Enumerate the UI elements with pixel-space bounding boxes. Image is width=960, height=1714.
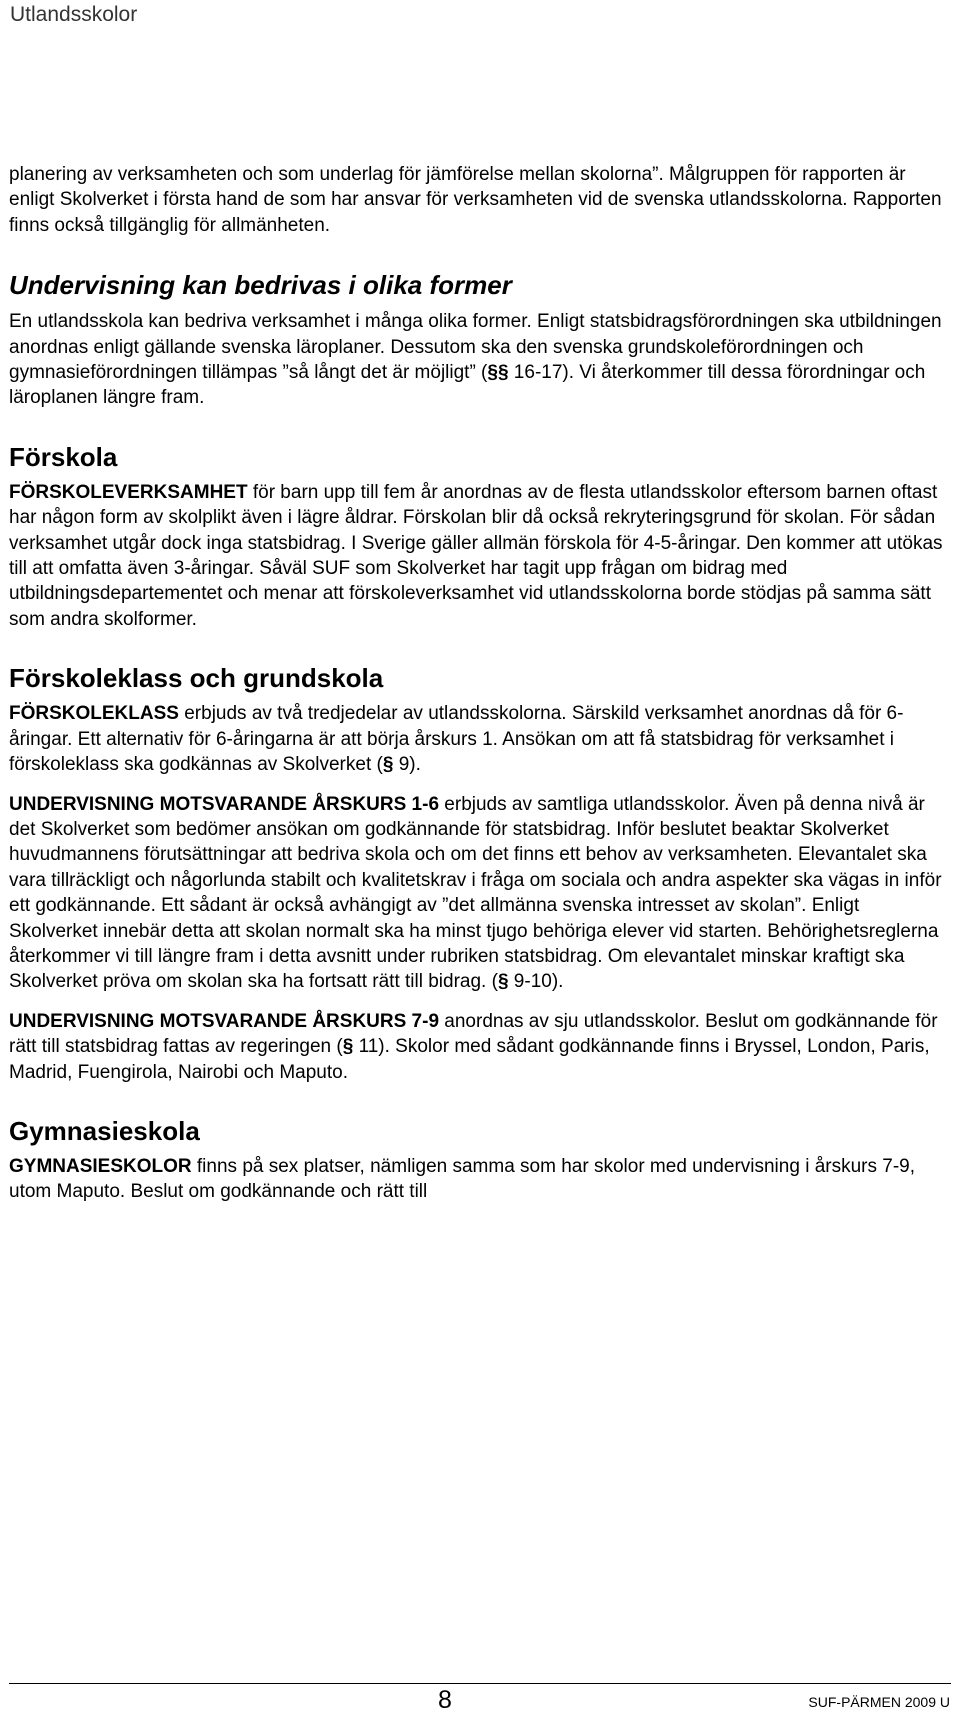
- footer-note: SUF-PÄRMEN 2009 U: [808, 1694, 950, 1710]
- gymnasieskola-paragraph: [9, 1154, 949, 1205]
- gymnasieskola-text: finns på sex platser, nämligen samma som har skolor med undervisning i årskurs 7-9, utom Maputo. Beslut om godkännande och rätt till: [9, 1155, 915, 1203]
- arskurs-7-9-lead: UNDERVISNING MOTSVARANDE ÅRSKURS 7-9: [9, 1010, 440, 1032]
- document-body: [9, 162, 949, 1205]
- undervisning-text: En utlandsskola kan bedriva verksamhet i många olika former. Enligt statsbidragsförordningen ska utbildningen anordnas enligt gällande svenska läroplaner. Dessutom ska den svenska grundskoleförordningen och gymnasieförordningen tillämpas ”så långt det är möjligt” (: [9, 311, 942, 384]
- heading-gymnasieskola: Gymnasieskola: [9, 1115, 200, 1146]
- undervisning-text-end: 16-17). Vi återkommer till dessa förordningar och läroplanen längre fram.: [9, 362, 926, 409]
- forskola-lead: FÖRSKOLEVERKSAMHET: [9, 481, 248, 503]
- undervisning-paragraph: [9, 309, 949, 411]
- arskurs-7-9-text-end: 11). Skolor med sådant godkännande finns i Bryssel, London, Paris, Madrid, Fuengirola, Nairobi och Maputo.: [9, 1036, 930, 1083]
- gymnasieskola-lead: GYMNASIESKOLOR: [9, 1155, 192, 1177]
- forskola-text: för barn upp till fem år anordnas av de flesta utlandsskolor eftersom barnen oftast har någon form av skolplikt även i lägre åldrar. Förskolan blir då också rekryteringsgrund för skolan. För sådan verksamhet utgår dock inga statsbidrag. I Sverige gäller allmän förskola för 4-5-åringar. Den kommer att utökas till att omfatta även 3-åringar. Såväl SUF som Skolverket har tagit upp frågan om bidrag med utbildningsdepartementet och menar att förskoleverksamhet vid utlandsskolorna borde stödjas på samma sätt som andra skolformer.: [9, 481, 943, 630]
- heading-forskoleklass: Förskoleklass och grundskola: [9, 663, 384, 694]
- intro-paragraph: planering av verksamheten och som underlag för jämförelse mellan skolorna”. Målgruppen för rapporten är enligt Skolverket i första hand de som har ansvar för verksamheten vid de svenska utlandsskolorna. Rapporten finns också tillgänglig för allmänheten.: [9, 164, 942, 236]
- arskurs-1-6-text: erbjuds av samtliga utlandsskolor. Även på denna nivå är det Skolverket som bedömer ansökan om godkännande för statsbidrag. Inför beslutet beaktar Skolverket huvudmannens förutsättningar att bedriva skola och om det finns ett behov av verksamheten. Elevantalet ska vara tillräckligt och någorlunda stabilt och kvalitetskrav i fråga om sociala och andra aspekter ska vägas in inför ett godkännande. Ett sådant är också avhängigt av ”det allmänna svenska intresset av skolan”. Enligt Skolverket innebär detta att skolan normalt ska ha minst tjugo behöriga elever vid starten. Behörighetsreglerna återkommer vi till längre fram i detta avsnitt under rubriken statsbidrag. Om elevantalet minskar kraftigt ska Skolverket pröva om skolan ska ha fortsatt rätt till bidrag. (: [9, 793, 942, 993]
- forskoleklass-text-end: 9).: [393, 754, 421, 776]
- section-symbol: §: [382, 754, 394, 776]
- arskurs-7-9-text: anordnas av sju utlandsskolor. Beslut om godkännande för rätt till statsbidrag fattas av regeringen (: [9, 1010, 938, 1058]
- running-header: Utlandsskolor: [10, 3, 138, 26]
- arskurs-7-9-paragraph: [9, 1009, 949, 1085]
- section-symbol: §§: [487, 362, 509, 384]
- heading-undervisning: Undervisning kan bedrivas i olika former: [9, 270, 512, 301]
- arskurs-1-6-text-end: 9-10).: [508, 971, 564, 993]
- footer-divider: [9, 1683, 951, 1684]
- forskoleklass-lead: FÖRSKOLEKLASS: [9, 703, 179, 725]
- forskoleklass-text: erbjuds av två tredjedelar av utlandsskolorna. Särskild verksamhet anordnas då för 6-åringar. Ett alternativ för 6-åringarna är att börja årskurs 1. Ansökan om att få statsbidrag för verksamhet i förskoleklass ska godkännas av Skolverket (: [9, 703, 904, 776]
- section-symbol: §: [342, 1036, 354, 1058]
- arskurs-1-6-lead: UNDERVISNING MOTSVARANDE ÅRSKURS 1-6: [9, 793, 440, 815]
- heading-forskola: Förskola: [9, 441, 118, 472]
- page-number: 8: [438, 1686, 452, 1714]
- arskurs-1-6-paragraph: [9, 792, 949, 995]
- section-symbol: §: [497, 971, 509, 993]
- forskoleklass-paragraph: [9, 701, 949, 777]
- forskola-paragraph: [9, 480, 949, 632]
